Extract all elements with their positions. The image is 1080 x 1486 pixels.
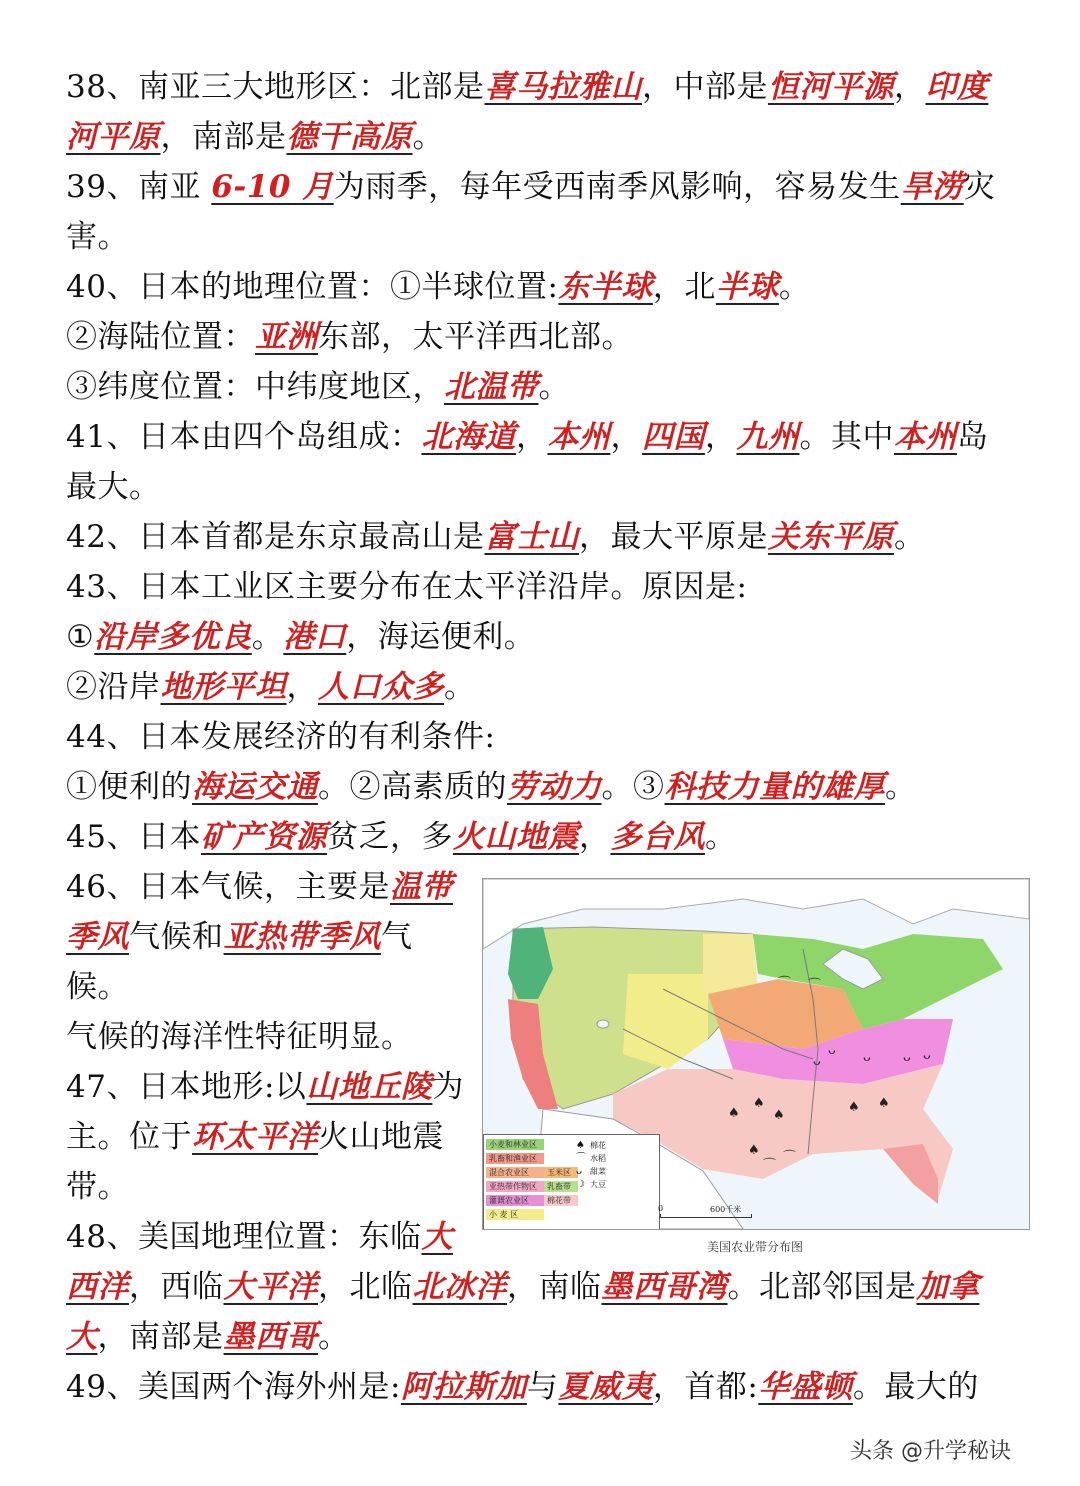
body-text: 。 bbox=[251, 619, 284, 655]
text-line bbox=[66, 762, 1026, 812]
body-text: 38、南亚三大地形区：北部是 bbox=[66, 69, 485, 105]
legend-item: 混合农业区 bbox=[486, 1167, 544, 1178]
body-text: 气候和 bbox=[129, 919, 224, 955]
body-text: ，南部是 bbox=[97, 1319, 224, 1355]
body-text: 气 bbox=[381, 919, 413, 955]
map-scale bbox=[658, 1204, 758, 1224]
crop-symbol-icon: ⌒ bbox=[576, 1153, 586, 1164]
body-text: ， bbox=[893, 69, 926, 105]
answer-text: 夏威夷 bbox=[558, 1369, 653, 1405]
svg-text:⌒: ⌒ bbox=[763, 1158, 777, 1173]
answer-text: 富士山 bbox=[484, 519, 579, 555]
svg-text:♠: ♠ bbox=[748, 1143, 760, 1158]
answer-text: 北海道 bbox=[421, 419, 516, 455]
svg-text:⌒: ⌒ bbox=[808, 978, 822, 993]
answer-text: 大 bbox=[421, 1219, 453, 1255]
svg-text:♠: ♠ bbox=[753, 1096, 765, 1111]
legend-item: 小 麦 区 bbox=[486, 1209, 544, 1220]
answer-text: 海运交通 bbox=[192, 769, 318, 805]
legend-item: 棉花带 bbox=[544, 1195, 578, 1206]
legend-item: 乳畜带 bbox=[544, 1181, 578, 1192]
answer-text: 加拿 bbox=[916, 1269, 980, 1305]
svg-text:⌒: ⌒ bbox=[783, 1150, 797, 1165]
crop-symbol-icon: ☽ bbox=[576, 1179, 585, 1190]
answer-text: 亚洲 bbox=[255, 319, 318, 355]
body-text: ，西临 bbox=[129, 1269, 224, 1305]
body-text: 。②高素质的 bbox=[318, 769, 507, 805]
answer-text: 科技力量的雄厚 bbox=[664, 769, 885, 805]
body-text: 42、日本首都是东京最高山是 bbox=[66, 519, 485, 555]
answer-text: 火山地震 bbox=[452, 819, 579, 855]
answer-text: 阿拉斯加 bbox=[400, 1369, 527, 1405]
body-text: ，北临 bbox=[318, 1269, 413, 1305]
answer-text: 本州 bbox=[547, 419, 611, 455]
body-text: ， bbox=[610, 419, 642, 455]
body-text: 气候的海洋性特征明显。 bbox=[66, 1019, 413, 1055]
body-text: 与 bbox=[526, 1369, 559, 1405]
text-line bbox=[66, 1062, 486, 1112]
body-text: 44、日本发展经济的有利条件: bbox=[66, 719, 496, 755]
body-text: 45、日本 bbox=[66, 819, 201, 855]
text-line bbox=[66, 912, 486, 962]
body-text: ， bbox=[286, 669, 318, 705]
answer-text: 北冰洋 bbox=[412, 1269, 507, 1305]
text-line bbox=[66, 1162, 486, 1212]
answer-text: 印度 bbox=[925, 69, 989, 105]
body-text: 46、日本气候，主要是 bbox=[66, 869, 390, 905]
body-text: ③纬度位置：中纬度地区， bbox=[66, 369, 444, 405]
answer-text: 劳动力 bbox=[507, 769, 602, 805]
answer-text: 四国 bbox=[641, 419, 705, 455]
text-line bbox=[66, 1012, 486, 1062]
text-line bbox=[66, 362, 1026, 412]
body-text: 。 bbox=[893, 519, 926, 555]
body-text: 41、日本由四个岛组成： bbox=[66, 419, 422, 455]
body-text: ①便利的 bbox=[66, 769, 192, 805]
body-text: ① bbox=[66, 619, 95, 655]
svg-text:ᴗ: ᴗ bbox=[863, 1050, 871, 1065]
body-text: ，南临 bbox=[507, 1269, 602, 1305]
watermark: 头条 @升学秘诀 bbox=[850, 1439, 1011, 1464]
text-line bbox=[66, 462, 1026, 512]
body-text: 为雨季，每年受西南季风影响，容易发生 bbox=[333, 169, 901, 205]
body-text: 东部，太平洋西北部。 bbox=[318, 319, 633, 355]
svg-text:♠: ♠ bbox=[773, 1108, 785, 1123]
text-line bbox=[66, 212, 1026, 262]
body-text: ，首都: bbox=[652, 1369, 759, 1405]
legend-item: 乳畜和渔业区 bbox=[486, 1153, 544, 1164]
body-text: 候。 bbox=[66, 969, 129, 1005]
svg-text:ᴗ: ᴗ bbox=[813, 1054, 821, 1069]
body-text: ， bbox=[704, 419, 737, 455]
text-line bbox=[66, 1112, 486, 1162]
body-text: 48、美国地理位置：东临 bbox=[66, 1219, 422, 1255]
body-text: 。③ bbox=[601, 769, 665, 805]
text-line bbox=[66, 712, 1026, 762]
answer-text: 恒河平源 bbox=[767, 69, 894, 105]
legend-icon-label: 大豆 bbox=[590, 1180, 606, 1189]
body-text: ，中部是 bbox=[641, 69, 768, 105]
legend-item: 玉米区 bbox=[544, 1167, 578, 1178]
answer-text: 港口 bbox=[283, 619, 347, 655]
text-line bbox=[66, 812, 1026, 862]
scale-zero: 0 bbox=[658, 1204, 664, 1213]
text-line bbox=[66, 1362, 1026, 1412]
text-line bbox=[66, 162, 1026, 212]
answer-text: 关东平原 bbox=[767, 519, 894, 555]
body-text: 害。 bbox=[66, 219, 129, 255]
body-text: ，南部是 bbox=[160, 119, 287, 155]
legend-icon-label: 甜菜 bbox=[590, 1167, 606, 1176]
answer-text: 旱涝 bbox=[900, 169, 964, 205]
answer-text: 北温带 bbox=[444, 369, 539, 405]
text-line bbox=[66, 112, 1026, 162]
svg-text:♠: ♠ bbox=[728, 1106, 740, 1121]
text-line bbox=[66, 62, 1026, 112]
body-text: 贫乏，多 bbox=[326, 819, 453, 855]
answer-text: 亚热带季风 bbox=[223, 919, 381, 955]
answer-text: 6-10 月 bbox=[211, 169, 334, 205]
text-line bbox=[66, 662, 1026, 712]
body-text: ，海运便利。 bbox=[346, 619, 536, 655]
body-text: 主。位于 bbox=[66, 1119, 192, 1155]
text-line bbox=[66, 312, 1026, 362]
svg-text:ᴗ: ᴗ bbox=[923, 1048, 931, 1063]
crop-symbol-icon: ᴗ bbox=[576, 1166, 583, 1177]
body-text: 。其中 bbox=[799, 419, 894, 455]
text-line bbox=[66, 412, 1026, 462]
legend-icon-item bbox=[576, 1178, 656, 1191]
body-text: 。 bbox=[778, 269, 811, 305]
answer-text: 半球 bbox=[715, 269, 779, 305]
answer-text: 大 bbox=[66, 1319, 98, 1355]
answer-text: 大平洋 bbox=[223, 1269, 318, 1305]
body-text: 39、南亚 bbox=[66, 169, 212, 205]
body-text: 为 bbox=[432, 1069, 464, 1105]
answer-text: 九州 bbox=[736, 419, 800, 455]
body-text: ②沿岸 bbox=[66, 669, 161, 705]
answer-text: 西洋 bbox=[66, 1269, 129, 1305]
svg-text:⌒: ⌒ bbox=[778, 976, 792, 991]
svg-text:ᴗ: ᴗ bbox=[903, 1050, 911, 1065]
body-text: 。 bbox=[412, 119, 444, 155]
answer-text: 山地丘陵 bbox=[306, 1069, 433, 1105]
scale-bar bbox=[660, 1214, 752, 1218]
answer-text: 温带 bbox=[389, 869, 453, 905]
body-text: 43、日本工业区主要分布在太平洋沿岸。原因是: bbox=[66, 569, 748, 605]
answer-text: 喜马拉雅山 bbox=[484, 69, 642, 105]
body-text: 。北部邻国是 bbox=[727, 1269, 917, 1305]
body-text: 火山地震 bbox=[318, 1119, 444, 1155]
body-text: 岛 bbox=[956, 419, 989, 455]
text-line bbox=[66, 512, 1026, 562]
body-text: 灾 bbox=[963, 169, 996, 205]
legend-item: 亚热带作物区 bbox=[486, 1181, 544, 1192]
answer-text: 墨西哥 bbox=[223, 1319, 318, 1355]
scale-label: 600千米 bbox=[710, 1205, 742, 1214]
body-text: ， bbox=[515, 419, 548, 455]
body-text: 47、日本地形:以 bbox=[66, 1069, 307, 1105]
text-line bbox=[66, 612, 1026, 662]
text-line bbox=[66, 1212, 486, 1262]
body-text: 。 bbox=[318, 1319, 350, 1355]
svg-text:ᴗ: ᴗ bbox=[828, 1043, 836, 1058]
answer-text: 本州 bbox=[893, 419, 957, 455]
body-text: 。 bbox=[538, 369, 570, 405]
legend-icon-item bbox=[576, 1165, 656, 1178]
answer-text: 环太平洋 bbox=[192, 1119, 318, 1155]
body-text: ，最大平原是 bbox=[578, 519, 768, 555]
answer-text: 人口众多 bbox=[318, 669, 444, 705]
body-text: ，北 bbox=[652, 269, 716, 305]
text-line bbox=[66, 962, 486, 1012]
answer-text: 多台风 bbox=[610, 819, 705, 855]
body-text: 。 bbox=[444, 669, 476, 705]
answer-text: 东半球 bbox=[558, 269, 653, 305]
body-text: ， bbox=[578, 819, 611, 855]
answer-text: 墨西哥湾 bbox=[601, 1269, 728, 1305]
legend-icon-item bbox=[576, 1139, 656, 1152]
body-text: 。 bbox=[704, 819, 737, 855]
crop-symbol-icon: ♠ bbox=[576, 1140, 585, 1151]
answer-text: 河平原 bbox=[66, 119, 161, 155]
body-text: 49、美国两个海外州是: bbox=[66, 1369, 401, 1405]
answer-text: 华盛顿 bbox=[758, 1369, 853, 1405]
legend-icon-label: 水稻 bbox=[590, 1154, 606, 1163]
map-frame bbox=[482, 878, 1030, 1230]
legend-icon-label: 棉花 bbox=[590, 1141, 606, 1150]
body-text: 带。 bbox=[66, 1169, 129, 1205]
answer-text: 地形平坦 bbox=[160, 669, 287, 705]
body-text: 。 bbox=[885, 769, 917, 805]
map-legend bbox=[483, 1134, 660, 1230]
legend-item: 小麦和林业区 bbox=[486, 1139, 544, 1150]
answer-text: 沿岸多优良 bbox=[94, 619, 252, 655]
text-line bbox=[66, 262, 1026, 312]
text-line bbox=[66, 1262, 1026, 1312]
text-line bbox=[66, 862, 486, 912]
body-text: 40、日本的地理位置：①半球位置: bbox=[66, 269, 559, 305]
body-text: 。最大的 bbox=[852, 1369, 979, 1405]
legend-item: 灌溉农业区 bbox=[486, 1195, 544, 1206]
body-text: 最大。 bbox=[66, 469, 161, 505]
text-line bbox=[66, 1312, 1026, 1362]
svg-text:♠: ♠ bbox=[878, 1096, 890, 1111]
answer-text: 矿产资源 bbox=[200, 819, 327, 855]
legend-icon-item bbox=[576, 1152, 656, 1165]
answer-text: 德干高原 bbox=[286, 119, 413, 155]
map-caption: 美国农业带分布图 bbox=[706, 1240, 803, 1254]
agriculture-map bbox=[482, 878, 1030, 1260]
answer-text: 季风 bbox=[66, 919, 129, 955]
body-text: ②海陆位置： bbox=[66, 319, 255, 355]
svg-text:♠: ♠ bbox=[848, 1100, 860, 1115]
text-line bbox=[66, 562, 1026, 612]
